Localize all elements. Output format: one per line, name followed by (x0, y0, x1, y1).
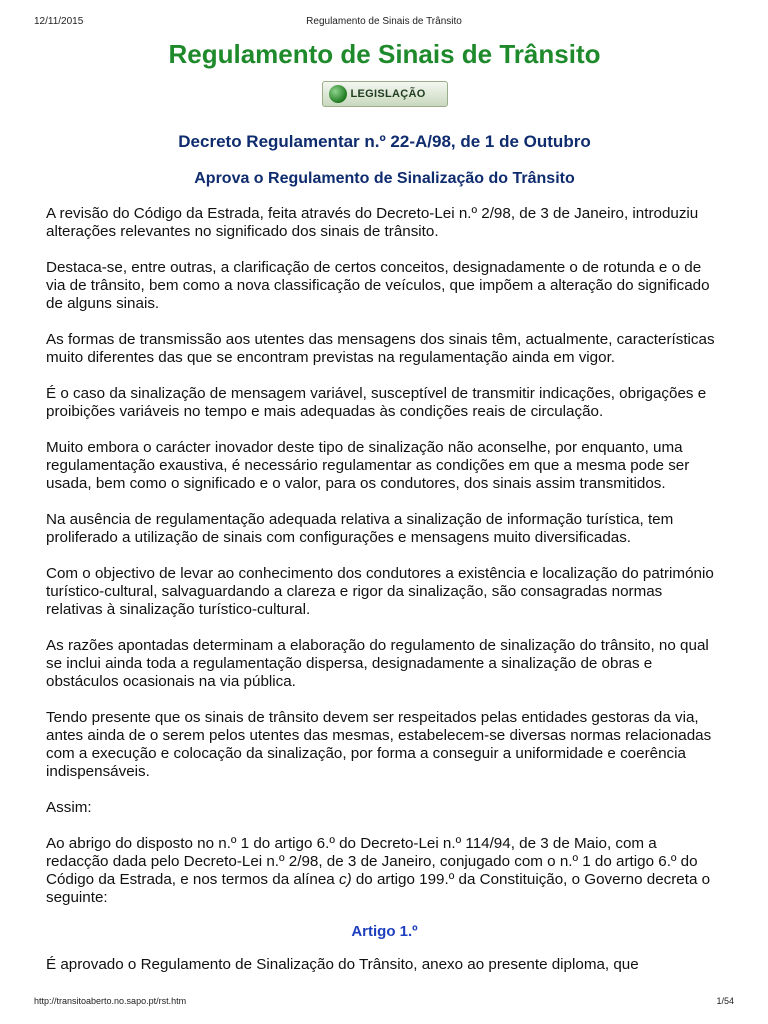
legislation-badge-container (46, 81, 723, 107)
article-1-heading: Artigo 1.º (351, 923, 418, 940)
print-footer (34, 996, 734, 1010)
decree-heading: Decreto Regulamentar n.º 22-A/98, de 1 de Outubro (178, 132, 591, 151)
green-sphere-icon (329, 85, 347, 103)
paragraph: É o caso da sinalização de mensagem variável, susceptível de transmitir indicações, obrigações e proibições variáveis no tempo e mais adequadas às condições reais de circulação. (46, 385, 707, 420)
paragraph: As formas de transmissão aos utentes das mensagens dos sinais têm, actualmente, características muito diferentes das que se encontram previstas na regulamentação ainda em vigor. (46, 331, 715, 366)
paragraph: Na ausência de regulamentação adequada relativa a sinalização de informação turística, tem proliferado a utilização de sinais com configurações e mensagens muito diversificadas. (46, 511, 674, 546)
document-subtitle: Aprova o Regulamento de Sinalização do Trânsito (194, 170, 575, 187)
paragraph: A revisão do Código da Estrada, feita através do Decreto-Lei n.º 2/98, de 3 de Janeiro, introduziu alterações relevantes no significado dos sinais de trânsito. (46, 205, 699, 240)
legislation-badge-label: LEGISLAÇÃO (350, 88, 426, 100)
enactment-paragraph (46, 835, 723, 907)
enactment-text-end: do artigo 199.º da Constituição, o Governo decreta o seguinte: (46, 871, 711, 906)
paragraph: Tendo presente que os sinais de trânsito devem ser respeitados pelas entidades gestoras da via, antes ainda de o serem pelos utentes das mesmas, estabelecem-se diversas normas relacionadas com a execução e colocação da sinalização, por forma a conseguir a uniformidade e coerência indispensáveis. (46, 709, 712, 780)
print-date: 12/11/2015 (34, 16, 84, 27)
paragraph: Com o objectivo de levar ao conhecimento dos condutores a existência e localização do património turístico-cultural, salvaguardando a clareza e rigor da sinalização, são consagradas normas relativas à sinalização turístico-cultural. (46, 565, 714, 618)
paragraph: Muito embora o carácter inovador deste tipo de sinalização não aconselhe, por enquanto, uma regulamentação exaustiva, é necessário regulamentar as condições em que a mesma pode ser usada, bem como o significado e o valor, para os condutores, dos sinais assim transmitidos. (46, 439, 690, 492)
enactment-italic: c) (338, 871, 352, 888)
enactment-text-start: Ao abrigo do disposto no n.º 1 do artigo 6.º do Decreto-Lei n.º 114/94, de 3 de Maio, com a redacção dada pelo Decreto-Lei n.º 2/98, de 3 de Janeiro, conjugado com o n.º 1 do artigo 6.º do Código da Estrada, e nos termos da alínea (46, 835, 698, 888)
paragraph: Destaca-se, entre outras, a clarificação de certos conceitos, designadamente o de rotunda e o de via de trânsito, bem como a nova classificação de veículos, que impõem a alteração do significado de alguns sinais. (46, 259, 710, 312)
document-body (46, 38, 723, 974)
print-page-number: 1/54 (716, 996, 734, 1006)
print-page-title: Regulamento de Sinais de Trânsito (306, 16, 462, 27)
article-1-text: É aprovado o Regulamento de Sinalização do Trânsito, anexo ao presente diploma, que (46, 956, 639, 973)
print-source-url: http://transitoaberto.no.sapo.pt/rst.htm (34, 996, 187, 1006)
legislation-badge[interactable] (322, 81, 448, 107)
paragraph-assim: Assim: (46, 799, 92, 816)
page-title: Regulamento de Sinais de Trânsito (168, 39, 601, 69)
paragraph: As razões apontadas determinam a elaboração do regulamento de sinalização do trânsito, no qual se inclui ainda toda a regulamentação dispersa, designadamente a sinalização de obras e obstáculos ocasionais na via pública. (46, 637, 709, 690)
print-header (34, 16, 734, 30)
